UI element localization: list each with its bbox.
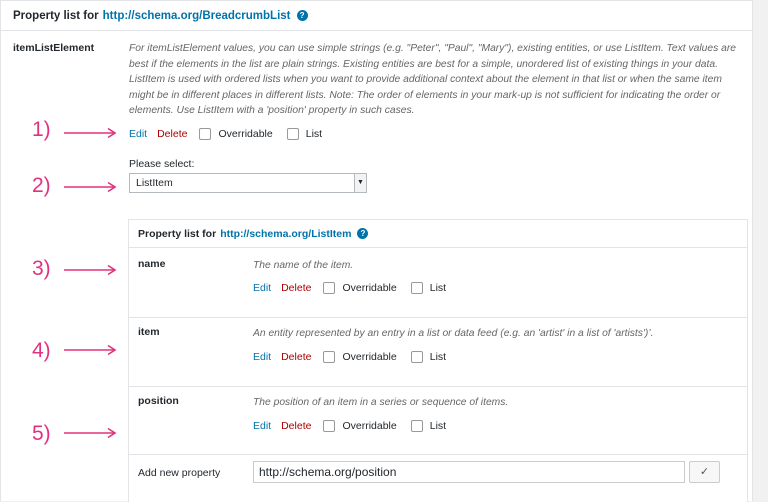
- outer-panel-header: [1, 1, 752, 31]
- type-select-value: ListItem: [136, 177, 173, 189]
- add-new-property-label: Add new property: [138, 467, 221, 479]
- property-description: The position of an item in a series or sequence of items.: [253, 397, 509, 408]
- edit-link[interactable]: Edit: [253, 282, 272, 294]
- delete-link[interactable]: Delete: [157, 128, 188, 140]
- add-property-button[interactable]: [689, 461, 720, 483]
- row-divider: [129, 454, 747, 455]
- item-list-element-description: For itemListElement values, you can use simple strings (e.g. "Peter", "Paul", "Mary"), existing entities, or use ListItem. Text values are best if the elements in the list are plain strings. Existing entities are best for a simple, unordered list of existing things in your data. ListItem is used with ordered lists when you want to provide additional context about the element in that list or when the same item might be in different places in different lists. Note: The order of elements in your mark-up is not sufficient for indicating the order or elements. Use ListItem with a 'position' property in such cases.: [129, 43, 737, 116]
- annotation-arrow-icon: [62, 427, 122, 439]
- inner-title-prefix: Property list for: [138, 227, 217, 240]
- outer-title-prefix: Property list for: [13, 9, 99, 22]
- overridable-label: Overridable: [342, 420, 397, 432]
- delete-link[interactable]: Delete: [281, 351, 312, 363]
- overridable-label: Overridable: [218, 128, 273, 140]
- row-divider: [129, 386, 747, 387]
- delete-link[interactable]: Delete: [281, 420, 312, 432]
- select-label: Please select:: [129, 158, 195, 170]
- list-label: List: [429, 351, 447, 363]
- annotation-marker: 2): [32, 174, 51, 197]
- overridable-label: Overridable: [342, 351, 397, 363]
- overridable-label: Overridable: [342, 282, 397, 294]
- annotation-arrow-icon: [62, 264, 122, 276]
- add-new-property-input[interactable]: http://schema.org/position: [253, 461, 685, 483]
- property-actions: [253, 420, 460, 432]
- row-divider: [129, 317, 747, 318]
- list-checkbox[interactable]: [411, 282, 423, 294]
- delete-link[interactable]: Delete: [281, 282, 312, 294]
- list-label: List: [429, 282, 447, 294]
- annotation-arrow-icon: [62, 127, 122, 139]
- list-checkbox[interactable]: [287, 128, 299, 140]
- annotation-marker: 1): [32, 118, 51, 141]
- overridable-checkbox[interactable]: [323, 420, 335, 432]
- breadcrumblist-link[interactable]: http://schema.org/BreadcrumbList: [102, 9, 291, 22]
- property-description: The name of the item.: [253, 260, 354, 271]
- edit-link[interactable]: Edit: [129, 128, 148, 140]
- overridable-checkbox[interactable]: [323, 351, 335, 363]
- item-list-element-actions: [129, 128, 336, 140]
- inner-panel-header: [129, 220, 747, 248]
- overridable-checkbox[interactable]: [323, 282, 335, 294]
- property-description: An entity represented by an entry in a list or data feed (e.g. an 'artist' in a list of 'artists')’.: [253, 328, 654, 339]
- annotation-marker: 3): [32, 257, 51, 280]
- list-label: List: [305, 128, 323, 140]
- list-checkbox[interactable]: [411, 420, 423, 432]
- property-name: position: [138, 395, 179, 407]
- annotation-arrow-icon: [62, 181, 122, 193]
- annotation-marker: 4): [32, 339, 51, 362]
- property-actions: [253, 351, 460, 363]
- edit-link[interactable]: Edit: [253, 420, 272, 432]
- edit-link[interactable]: Edit: [253, 351, 272, 363]
- item-list-element-label: itemListElement: [13, 42, 95, 54]
- check-icon: ✓: [699, 466, 710, 478]
- help-icon[interactable]: ?: [357, 228, 368, 239]
- overridable-checkbox[interactable]: [199, 128, 211, 140]
- listitem-property-panel: [128, 219, 748, 502]
- property-actions: [253, 282, 460, 294]
- property-name: name: [138, 258, 166, 270]
- property-name: item: [138, 326, 160, 338]
- type-select[interactable]: [129, 173, 367, 193]
- help-icon[interactable]: ?: [297, 10, 308, 21]
- list-label: List: [429, 420, 447, 432]
- list-checkbox[interactable]: [411, 351, 423, 363]
- annotation-arrow-icon: [62, 344, 122, 356]
- listitem-link[interactable]: http://schema.org/ListItem: [220, 227, 352, 240]
- chevron-down-icon[interactable]: ▼: [354, 174, 366, 192]
- annotation-marker: 5): [32, 422, 51, 445]
